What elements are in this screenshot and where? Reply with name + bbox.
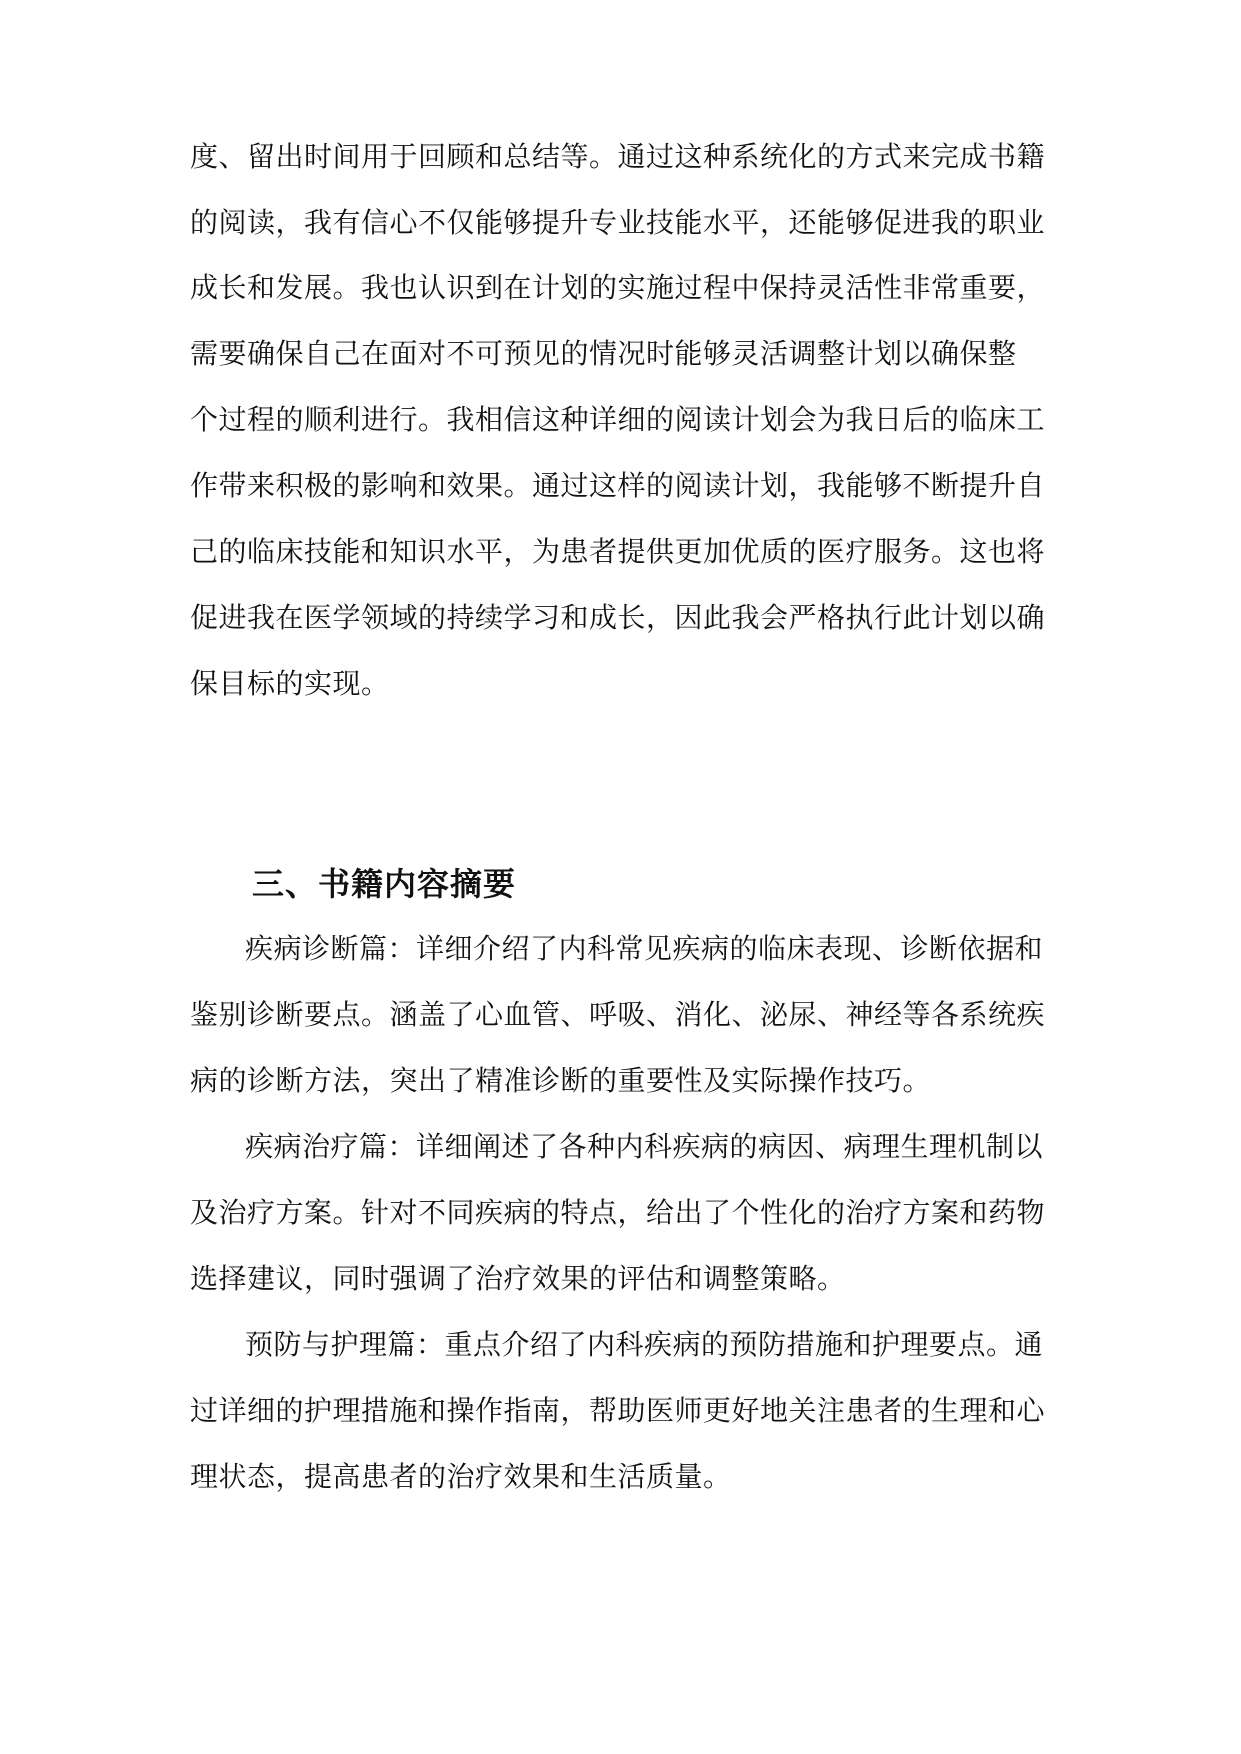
paragraph-line: 作带来积极的影响和效果。通过这样的阅读计划，我能够不断提升自 (190, 469, 1046, 502)
paragraph-line: 理状态，提高患者的治疗效果和生活质量。 (190, 1460, 732, 1493)
paragraph-line: 病的诊断方法，突出了精准诊断的重要性及实际操作技巧。 (190, 1064, 932, 1097)
paragraph-line: 疾病治疗篇：详细阐述了各种内科疾病的病因、病理生理机制以 (245, 1130, 1044, 1163)
paragraph-line: 疾病诊断篇：详细介绍了内科常见疾病的临床表现、诊断依据和 (245, 932, 1044, 965)
paragraph-line: 个过程的顺利进行。我相信这种详细的阅读计划会为我日后的临床工 (190, 403, 1046, 436)
paragraph-line: 己的临床技能和知识水平，为患者提供更加优质的医疗服务。这也将 (190, 535, 1046, 568)
paragraph-line: 过详细的护理措施和操作指南，帮助医师更好地关注患者的生理和心 (190, 1394, 1046, 1427)
paragraph-line: 度、留出时间用于回顾和总结等。通过这种系统化的方式来完成书籍 (190, 140, 1046, 173)
section-heading: 三、书籍内容摘要 (252, 865, 517, 903)
paragraph-line: 促进我在医学领域的持续学习和成长，因此我会严格执行此计划以确 (190, 601, 1046, 634)
paragraph-line: 的阅读，我有信心不仅能够提升专业技能水平，还能够促进我的职业 (190, 206, 1046, 239)
paragraph-line: 鉴别诊断要点。涵盖了心血管、呼吸、消化、泌尿、神经等各系统疾 (190, 998, 1046, 1031)
paragraph-line: 成长和发展。我也认识到在计划的实施过程中保持灵活性非常重要， (190, 271, 1046, 304)
paragraph-line: 选择建议，同时强调了治疗效果的评估和调整策略。 (190, 1262, 846, 1295)
paragraph-line: 预防与护理篇：重点介绍了内科疾病的预防措施和护理要点。通 (245, 1328, 1044, 1361)
paragraph-line: 需要确保自己在面对不可预见的情况时能够灵活调整计划以确保整 (190, 337, 1017, 370)
paragraph-line: 及治疗方案。针对不同疾病的特点，给出了个性化的治疗方案和药物 (190, 1196, 1046, 1229)
paragraph-line: 保目标的实现。 (190, 667, 390, 700)
